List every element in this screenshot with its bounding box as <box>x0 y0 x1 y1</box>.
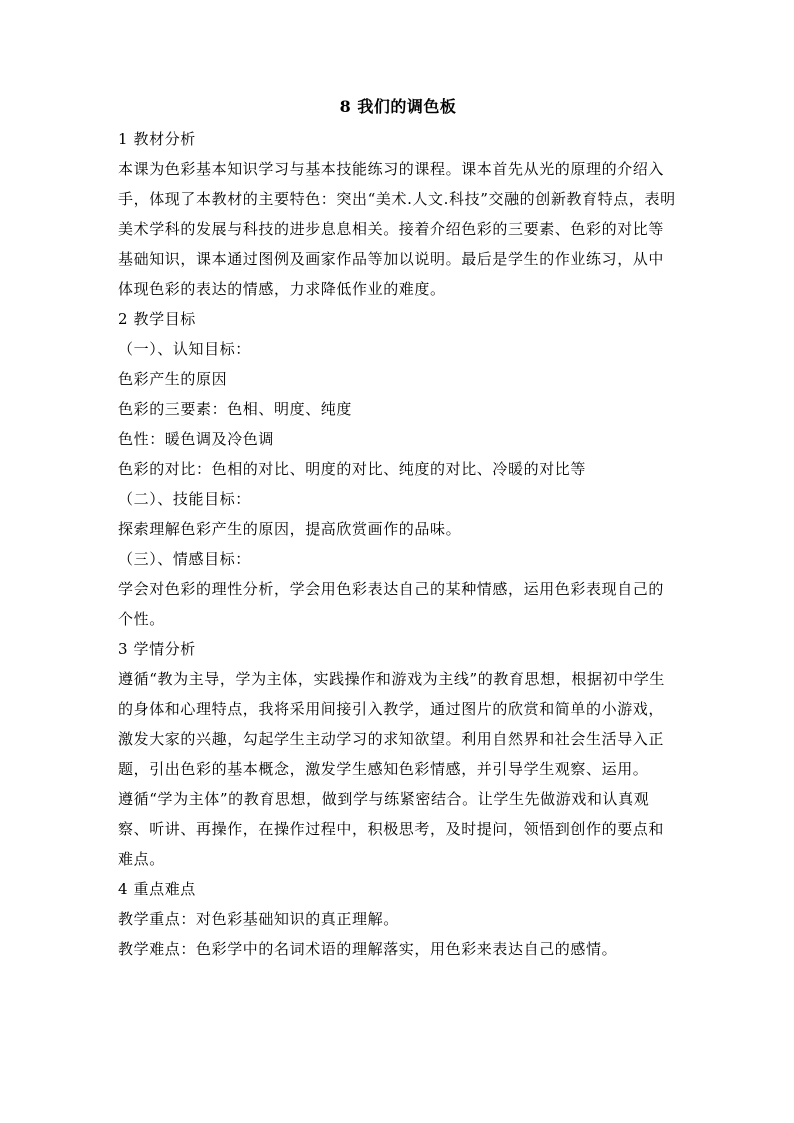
section-heading-textbook-analysis: 1 教材分析 <box>118 130 196 148</box>
paragraph-student-analysis-2: 遵循“学为主体”的教育思想，做到学与练紧密结合。让学生先做游戏和认真观察、听讲、再操作，在操作过程中，积极思考，及时提问，领悟到创作的要点和难点。 <box>118 790 665 868</box>
line-color-temperature: 色性：暖色调及冷色调 <box>118 430 275 448</box>
subheading-cognitive-goals: （一）、认知目标： <box>118 340 251 358</box>
line-skill-goal: 探索理解色彩产生的原因，提高欣赏画作的品味。 <box>118 520 462 538</box>
document-page <box>118 92 678 964</box>
section-heading-teaching-goals: 2 教学目标 <box>118 310 196 328</box>
paragraph-textbook-analysis: 本课为色彩基本知识学习与基本技能练习的课程。课本首先从光的原理的介绍入手，体现了本教材的主要特色：突出“美术.人文.科技”交融的创新教育特点，表明美术学科的发展与科技的进步息息相关。接着介绍色彩的三要素、色彩的对比等基础知识，课本通过图例及画家作品等加以说明。最后是学生的作业练习，从中体现色彩的表达的情感，力求降低作业的难度。 <box>118 160 676 298</box>
subheading-emotion-goals: （三）、情感目标： <box>118 550 251 568</box>
section-heading-student-analysis: 3 学情分析 <box>118 640 196 658</box>
line-color-origin: 色彩产生的原因 <box>118 370 228 388</box>
line-color-contrast: 色彩的对比：色相的对比、明度的对比、纯度的对比、冷暖的对比等 <box>118 460 587 478</box>
paragraph-student-analysis-1: 遵循“教为主导，学为主体，实践操作和游戏为主线”的教育思想，根据初中学生的身体和心理特点，我将采用间接引入教学，通过图片的欣赏和简单的小游戏，激发大家的兴趣，勾起学生主动学习的求知欲望。利用自然界和社会生活导入正题，引出色彩的基本概念，激发学生感知色彩情感，并引导学生观察、运用。 <box>118 670 665 778</box>
subheading-skill-goals: （二）、技能目标： <box>118 490 251 508</box>
line-key-point: 教学重点：对色彩基础知识的真正理解。 <box>118 910 399 928</box>
section-heading-key-points: 4 重点难点 <box>118 880 196 898</box>
line-three-elements: 色彩的三要素：色相、明度、纯度 <box>118 400 353 418</box>
line-emotion-goal: 学会对色彩的理性分析，学会用色彩表达自己的某种情感，运用色彩表现自己的个性。 <box>118 580 665 628</box>
document-title: 8 我们的调色板 <box>339 97 457 116</box>
line-difficult-point: 教学难点：色彩学中的名词术语的理解落实，用色彩来表达自己的感情。 <box>118 940 618 958</box>
